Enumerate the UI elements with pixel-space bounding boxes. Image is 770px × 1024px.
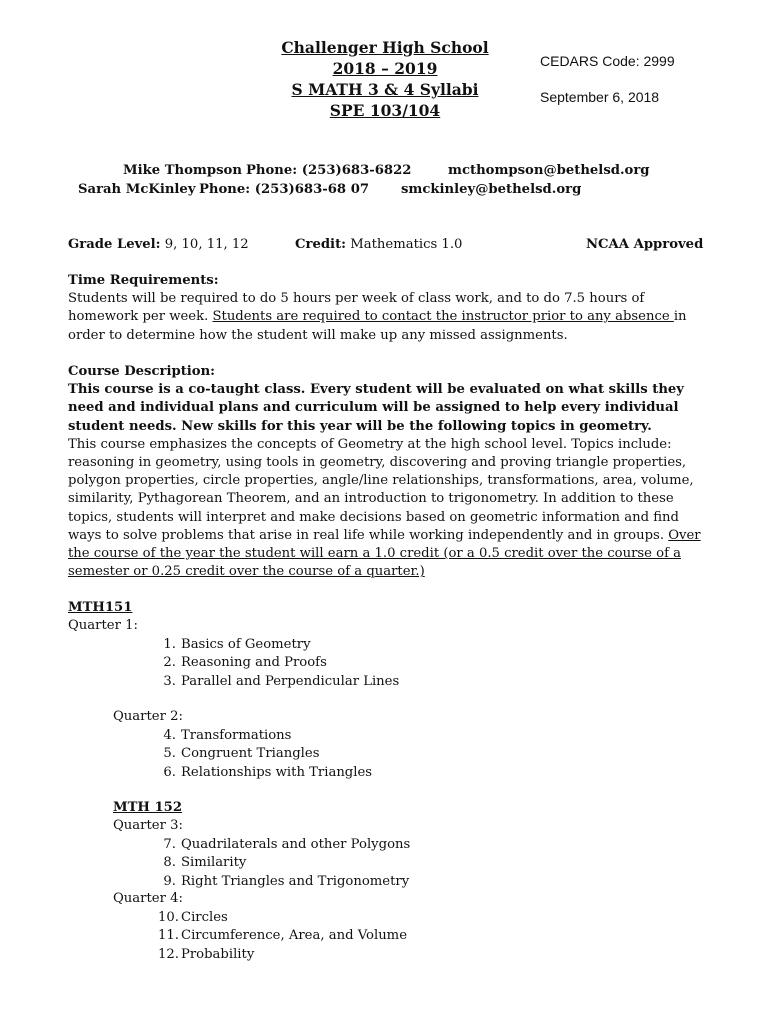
topic-text: Congruent Triangles — [181, 746, 320, 762]
school-name: Challenger High School — [281, 38, 489, 57]
topic-item — [158, 673, 399, 691]
topic-text: Relationships with Triangles — [181, 764, 373, 780]
quarter-1-label: Quarter 1: — [68, 618, 138, 633]
credit-label: Credit: — [295, 237, 347, 252]
topic-number: 4. — [163, 728, 176, 743]
topic-text: Parallel and Perpendicular Lines — [181, 673, 400, 689]
school-year: 2018 – 2019 — [332, 59, 438, 78]
grade-level-value: 9, 10, 11, 12 — [164, 237, 249, 252]
credit-value: Mathematics 1.0 — [350, 237, 463, 252]
topic-number: 1. — [163, 637, 176, 652]
document-date: September 6, 2018 — [540, 89, 660, 105]
topic-text: Basics of Geometry — [181, 637, 311, 652]
quarter-1-topics — [158, 636, 399, 691]
topic-number: 8. — [163, 855, 176, 871]
course-description-body — [68, 436, 708, 582]
topic-item — [158, 745, 372, 763]
contact-phone: Phone: (253)683-6822 — [246, 163, 412, 178]
topic-item — [158, 654, 399, 672]
topic-number: 5. — [163, 746, 176, 762]
grade-level — [68, 237, 249, 252]
time-requirements-heading: Time Requirements: — [68, 273, 219, 288]
topic-text: Probability — [181, 946, 255, 962]
topic-text: Quadrilaterals and other Polygons — [181, 837, 411, 852]
topic-text: Circumference, Area, and Volume — [181, 928, 407, 944]
credit — [295, 237, 462, 252]
topic-item — [158, 854, 410, 872]
credit-notice: Over the course of the year the student will earn a 1.0 credit (or a 0.5 credit over the course of a semester or 0.25 credit over the course of a quarter.) — [68, 527, 701, 580]
topic-text: Right Triangles and Trigonometry — [181, 873, 410, 889]
contact-email[interactable]: mcthompson@bethelsd.org — [448, 163, 650, 178]
description-text: This course emphasizes the concepts of Geometry at the high school level. Topics include: reasoning in geometry, using tools in geometry, discovering and proving triangle properties, polygon properties, circle properties, angle/line relationships, transformations, area, volume, similarity, Pythagorean Theorem, and an introduction to trigonometry. In addition to these topics, students will interpret and make decisions based on geometric information and find ways to solve problems that arise in real life while working independently and in groups. — [68, 436, 694, 543]
time-text-part2: in order to determine how the student will make up any missed assignments. — [68, 309, 687, 343]
contact-name: Sarah McKinley — [78, 182, 196, 197]
course-title: S MATH 3 & 4 Syllabi — [291, 80, 479, 99]
topic-item — [158, 873, 410, 891]
time-requirements-section — [68, 272, 708, 345]
topic-text: Reasoning and Proofs — [181, 655, 327, 671]
topic-number: 11. — [158, 928, 179, 944]
topic-number: 10. — [158, 910, 179, 925]
time-text-part1: Students will be required to do 5 hours per week of class work, and to do 7.5 hours of homework per week. — [68, 291, 645, 325]
mth151-heading: MTH151 — [68, 600, 133, 615]
contact-name: Mike Thompson — [123, 163, 242, 178]
topic-item — [158, 946, 407, 964]
quarter-3-topics — [158, 836, 410, 891]
contact-phone: Phone: (253)683-68 07 — [199, 182, 370, 197]
contact-email[interactable]: smckinley@bethelsd.org — [401, 182, 582, 197]
time-requirements-text — [68, 290, 708, 345]
co-taught-notice: This course is a co-taught class. Every student will be evaluated on what skills they need and individual plans and curriculum will be assigned to help every individual student needs. New skills for this year will be the following topics in geometry. — [68, 382, 684, 434]
quarter-3-label: Quarter 3: — [113, 818, 183, 833]
topic-number: 7. — [163, 837, 176, 852]
topic-text: Similarity — [181, 855, 247, 871]
cedars-code: CEDARS Code: 2999 — [540, 53, 675, 69]
quarter-2-label: Quarter 2: — [113, 709, 183, 724]
topic-number: 2. — [163, 655, 176, 671]
topic-number: 9. — [163, 873, 176, 889]
course-description-heading: Course Description: — [68, 364, 216, 379]
ncaa-approved: NCAA Approved — [586, 237, 704, 252]
topic-number: 6. — [163, 764, 176, 780]
topic-item — [158, 727, 372, 745]
quarter-4-topics — [158, 909, 407, 964]
quarter-4-label: Quarter 4: — [113, 891, 183, 906]
topic-item — [158, 909, 407, 927]
course-code: SPE 103/104 — [329, 101, 441, 120]
title-block — [270, 37, 500, 121]
topic-text: Circles — [181, 910, 228, 925]
course-description-section — [68, 363, 708, 581]
grade-level-label: Grade Level: — [68, 237, 161, 252]
topic-item — [158, 836, 410, 854]
topic-text: Transformations — [181, 728, 292, 743]
topic-item — [158, 927, 407, 945]
quarter-2-topics — [158, 727, 372, 782]
topic-item — [158, 636, 399, 654]
topic-number: 3. — [163, 673, 176, 689]
mth152-heading: MTH 152 — [113, 800, 182, 815]
topic-item — [158, 764, 372, 782]
topic-number: 12. — [158, 946, 179, 962]
absence-notice: Students are required to contact the instructor prior to any absence — [212, 309, 674, 325]
